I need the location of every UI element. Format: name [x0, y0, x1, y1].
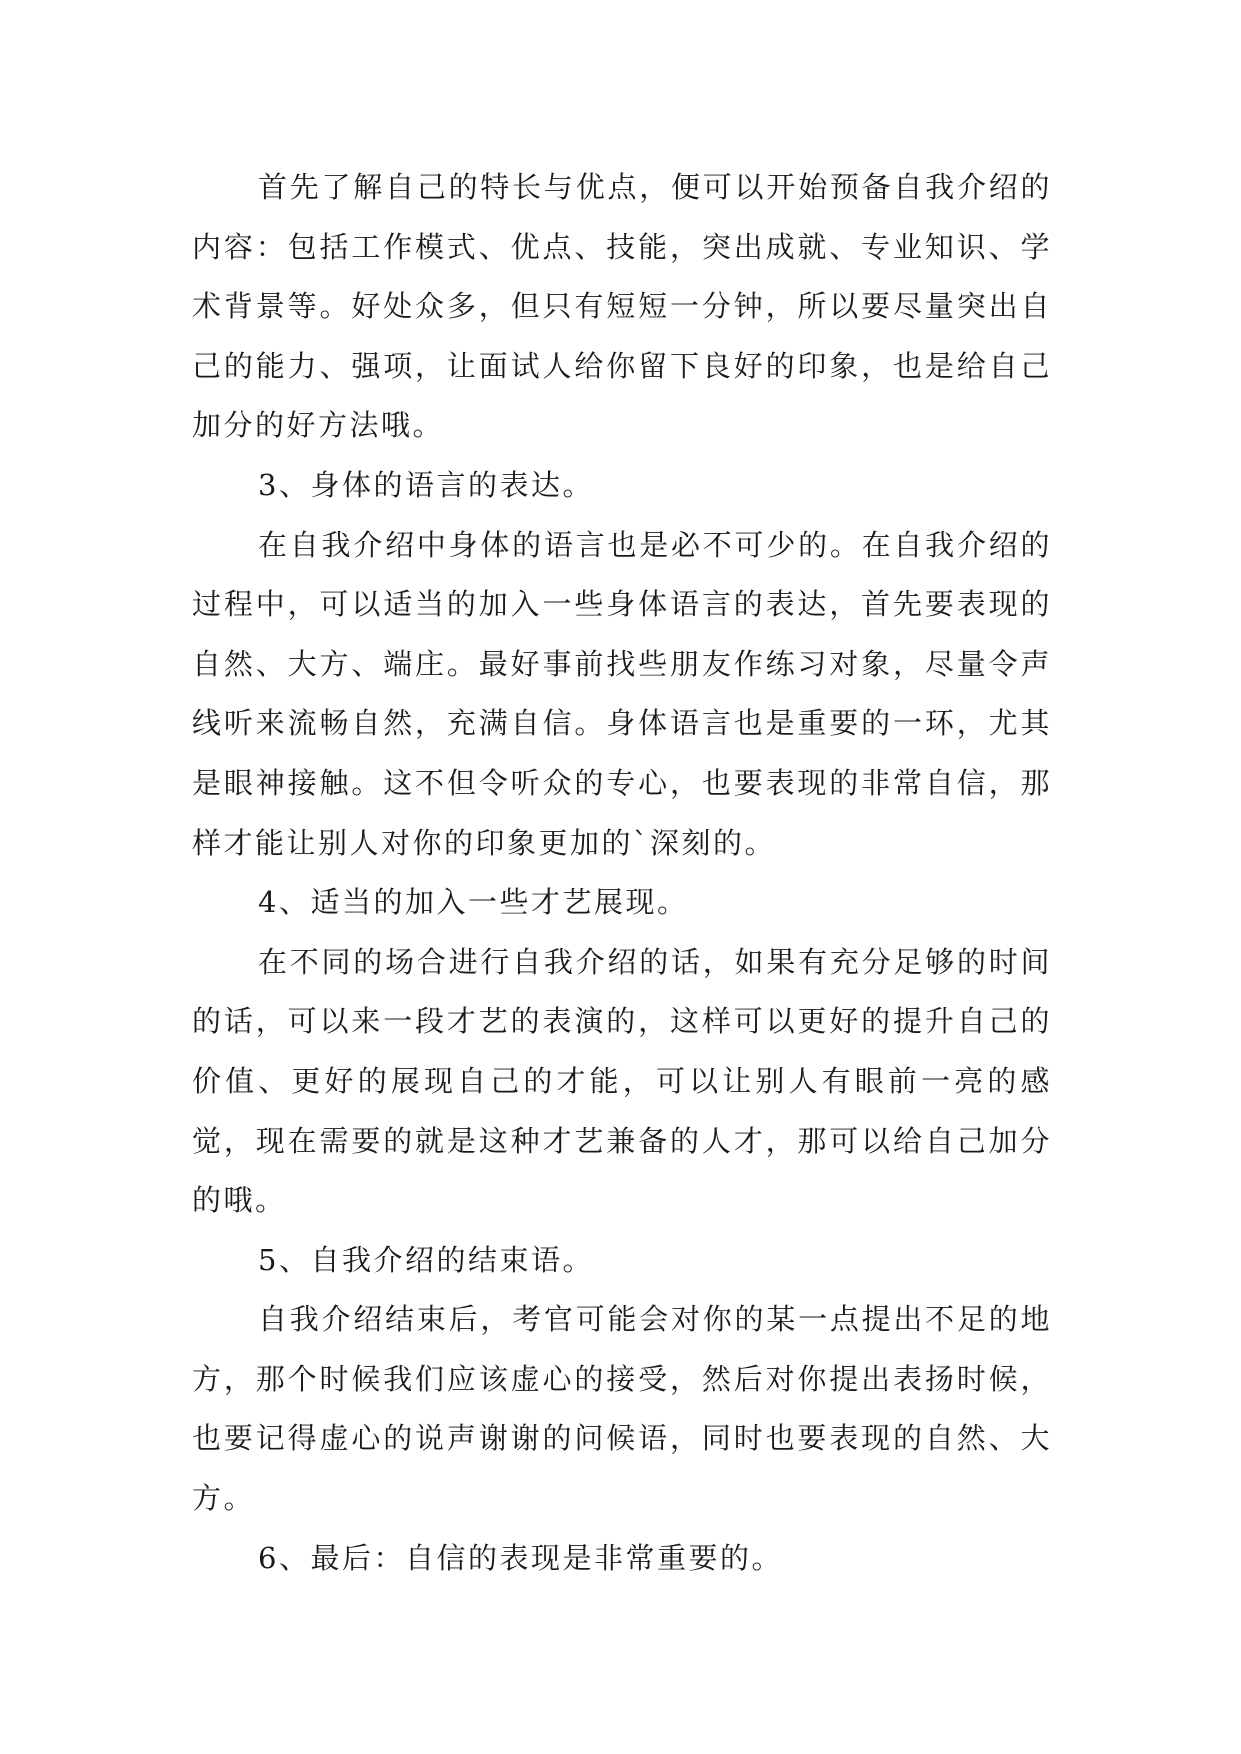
heading-closing-remarks: 5、自我介绍的结束语。 — [258, 1242, 594, 1277]
paragraph-closing-remarks: 自我介绍结束后，考官可能会对你的某一点提出不足的地方，那个时候我们应该虚心的接受，然后对你提出表扬时候，也要记得虚心的说声谢谢的问候语，同时也要表现的自然、大方。 — [192, 1302, 1052, 1516]
heading-confidence: 6、最后：自信的表现是非常重要的。 — [258, 1540, 783, 1575]
heading-body-language: 3、身体的语言的表达。 — [258, 467, 594, 502]
paragraph-self-preparation: 首先了解自己的特长与优点，便可以开始预备自我介绍的内容：包括工作模式、优点、技能，突出成就、专业知识、学术背景等。好处众多，但只有短短一分钟，所以要尽量突出自己的能力、强项，让面试人给你留下良好的印象，也是给自己加分的好方法哦。 — [192, 170, 1052, 443]
paragraph-talent-display: 在不同的场合进行自我介绍的话，如果有充分足够的时间的话，可以来一段才艺的表演的，这样可以更好的提升自己的价值、更好的展现自己的才能，可以让别人有眼前一亮的感觉，现在需要的就是这种才艺兼备的人才，那可以给自己加分的哦。 — [192, 944, 1052, 1218]
paragraph-body-language: 在自我介绍中身体的语言也是必不可少的。在自我介绍的过程中，可以适当的加入一些身体语言的表达，首先要表现的自然、大方、端庄。最好事前找些朋友作练习对象，尽量令声线听来流畅自然，充满自信。身体语言也是重要的一环，尤其是眼神接触。这不但令听众的专心，也要表现的非常自信，那样才能让别人对你的印象更加的`深刻的。 — [192, 527, 1052, 860]
document-body — [192, 158, 1052, 1588]
heading-talent-display: 4、适当的加入一些才艺展现。 — [258, 885, 689, 920]
